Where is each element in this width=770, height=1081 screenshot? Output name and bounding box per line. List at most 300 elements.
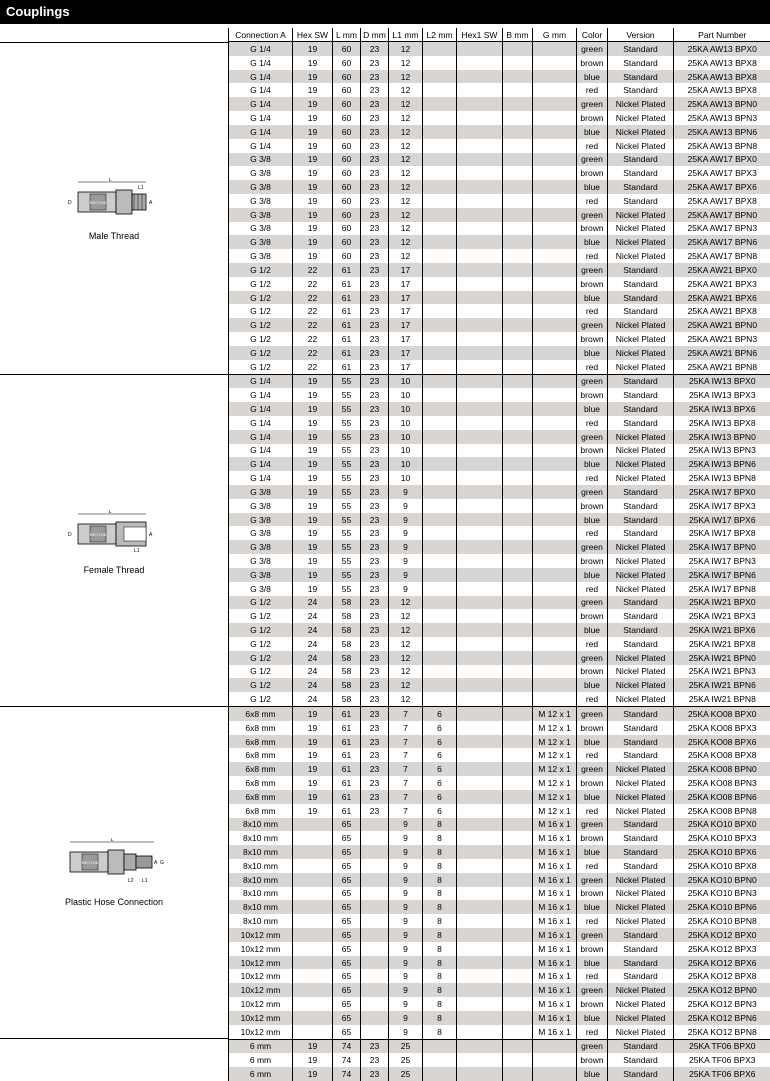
cell-l2-mm [423, 70, 457, 84]
cell-hex-sw [293, 928, 333, 942]
cell-d-mm: 23 [361, 499, 389, 513]
cell-version: Nickel Plated [608, 983, 674, 997]
cell-hex1-sw [457, 748, 503, 762]
cell-d-mm: 23 [361, 665, 389, 679]
cell-l2-mm: 6 [423, 762, 457, 776]
cell-l-mm: 61 [333, 776, 361, 790]
cell-b-mm [503, 304, 533, 318]
cell-color: brown [577, 56, 608, 70]
cell-l2-mm [423, 554, 457, 568]
cell-b-mm [503, 513, 533, 527]
cell-connection-a: 6x8 mm [229, 735, 293, 749]
cell-g-mm: M 12 x 1 [533, 762, 577, 776]
cell-b-mm [503, 997, 533, 1011]
cell-l2-mm [423, 263, 457, 277]
cell-l2-mm [423, 637, 457, 651]
cell-l1-mm: 10 [389, 388, 423, 402]
cell-hex1-sw [457, 692, 503, 706]
cell-l-mm: 60 [333, 97, 361, 111]
cell-hex-sw: 19 [293, 42, 333, 56]
cell-color: brown [577, 499, 608, 513]
cell-hex1-sw [457, 208, 503, 222]
cell-part-number: 25KA KO08 BPN8 [674, 804, 770, 818]
cell-version: Nickel Plated [608, 97, 674, 111]
cell-l1-mm: 12 [389, 125, 423, 139]
cell-connection-a: 6x8 mm [229, 762, 293, 776]
cell-b-mm [503, 956, 533, 970]
cell-l1-mm: 10 [389, 444, 423, 458]
table-row [229, 180, 770, 194]
cell-l1-mm: 12 [389, 623, 423, 637]
cell-version: Nickel Plated [608, 914, 674, 928]
cell-l2-mm: 6 [423, 748, 457, 762]
cell-l1-mm: 7 [389, 721, 423, 735]
cell-l1-mm: 7 [389, 735, 423, 749]
cell-connection-a: 6 mm [229, 1067, 293, 1081]
cell-l-mm: 55 [333, 416, 361, 430]
cell-b-mm [503, 1025, 533, 1039]
cell-version: Standard [608, 1067, 674, 1081]
cell-l-mm: 65 [333, 983, 361, 997]
cell-hex-sw: 19 [293, 111, 333, 125]
cell-hex-sw: 24 [293, 637, 333, 651]
cell-g-mm: M 16 x 1 [533, 914, 577, 928]
cell-g-mm: M 16 x 1 [533, 900, 577, 914]
cell-l-mm: 58 [333, 637, 361, 651]
cell-b-mm [503, 346, 533, 360]
cell-l2-mm [423, 526, 457, 540]
cell-b-mm [503, 609, 533, 623]
cell-connection-a: G 1/2 [229, 318, 293, 332]
cell-b-mm [503, 485, 533, 499]
cell-l-mm: 61 [333, 748, 361, 762]
cell-version: Nickel Plated [608, 1011, 674, 1025]
cell-b-mm [503, 332, 533, 346]
cell-l-mm: 65 [333, 845, 361, 859]
cell-hex1-sw [457, 582, 503, 596]
cell-d-mm: 23 [361, 304, 389, 318]
cell-hex-sw: 19 [293, 444, 333, 458]
cell-l1-mm: 12 [389, 194, 423, 208]
cell-b-mm [503, 568, 533, 582]
table-row [229, 735, 770, 749]
cell-hex-sw: 19 [293, 513, 333, 527]
cell-part-number: 25KA IW17 BPX0 [674, 485, 770, 499]
table-row [229, 444, 770, 458]
cell-connection-a: G 1/2 [229, 304, 293, 318]
cell-part-number: 25KA AW21 BPN8 [674, 360, 770, 374]
cell-connection-a: 6x8 mm [229, 804, 293, 818]
cell-d-mm: 23 [361, 388, 389, 402]
cell-hex1-sw [457, 1011, 503, 1025]
cell-l2-mm [423, 180, 457, 194]
cell-part-number: 25KA AW17 BPX8 [674, 194, 770, 208]
cell-l1-mm: 12 [389, 139, 423, 153]
cell-color: brown [577, 554, 608, 568]
cell-hex1-sw [457, 983, 503, 997]
cell-color: green [577, 153, 608, 167]
cell-version: Standard [608, 721, 674, 735]
cell-l2-mm: 8 [423, 845, 457, 859]
cell-color: red [577, 637, 608, 651]
cell-version: Standard [608, 623, 674, 637]
cell-b-mm [503, 291, 533, 305]
cell-hex1-sw [457, 540, 503, 554]
cell-l1-mm: 9 [389, 568, 423, 582]
cell-version: Standard [608, 83, 674, 97]
cell-part-number: 25KA IW17 BPN8 [674, 582, 770, 596]
cell-color: green [577, 42, 608, 56]
cell-version: Standard [608, 942, 674, 956]
cell-version: Nickel Plated [608, 249, 674, 263]
cell-l-mm: 55 [333, 513, 361, 527]
cell-l1-mm: 9 [389, 499, 423, 513]
cell-b-mm [503, 818, 533, 832]
cell-hex-sw: 19 [293, 97, 333, 111]
table-row [229, 291, 770, 305]
cell-hex-sw: 19 [293, 153, 333, 167]
table-row [229, 277, 770, 291]
cell-version: Nickel Plated [608, 776, 674, 790]
cell-l-mm: 58 [333, 692, 361, 706]
cell-color: green [577, 430, 608, 444]
cell-l1-mm: 17 [389, 291, 423, 305]
cell-g-mm [533, 97, 577, 111]
cell-hex-sw: 24 [293, 651, 333, 665]
cell-l2-mm: 8 [423, 969, 457, 983]
group-label-plastic-hose-connection: Plastic Hose Connection [0, 897, 228, 907]
cell-b-mm [503, 678, 533, 692]
cell-connection-a: G 1/2 [229, 678, 293, 692]
cell-connection-a: 8x10 mm [229, 818, 293, 832]
cell-g-mm: M 12 x 1 [533, 721, 577, 735]
cell-g-mm [533, 388, 577, 402]
svg-text:RECTUS: RECTUS [82, 860, 99, 865]
male-thread-drawing [62, 178, 158, 231]
cell-color: blue [577, 1011, 608, 1025]
cell-g-mm: M 12 x 1 [533, 804, 577, 818]
table-row [229, 526, 770, 540]
cell-l2-mm [423, 1053, 457, 1067]
cell-l2-mm: 8 [423, 1025, 457, 1039]
cell-l1-mm: 12 [389, 692, 423, 706]
cell-part-number: 25KA AW21 BPN3 [674, 332, 770, 346]
cell-d-mm: 23 [361, 554, 389, 568]
cell-hex-sw: 19 [293, 790, 333, 804]
cell-part-number: 25KA KO12 BPX0 [674, 928, 770, 942]
cell-d-mm: 23 [361, 166, 389, 180]
cell-l-mm: 61 [333, 304, 361, 318]
cell-g-mm [533, 208, 577, 222]
cell-hex-sw: 19 [293, 735, 333, 749]
cell-version: Nickel Plated [608, 139, 674, 153]
cell-color: blue [577, 1067, 608, 1081]
cell-part-number: 25KA KO08 BPX6 [674, 735, 770, 749]
cell-version: Standard [608, 374, 674, 388]
cell-l1-mm: 12 [389, 651, 423, 665]
cell-connection-a: G 3/8 [229, 499, 293, 513]
couplings-table [228, 28, 770, 1081]
table-row [229, 956, 770, 970]
cell-hex1-sw [457, 304, 503, 318]
cell-hex1-sw [457, 388, 503, 402]
cell-color: blue [577, 790, 608, 804]
cell-l1-mm: 9 [389, 900, 423, 914]
cell-l2-mm: 6 [423, 790, 457, 804]
cell-part-number: 25KA IW13 BPN8 [674, 471, 770, 485]
cell-connection-a: G 1/4 [229, 70, 293, 84]
cell-hex1-sw [457, 194, 503, 208]
cell-b-mm [503, 97, 533, 111]
cell-version: Nickel Plated [608, 318, 674, 332]
cell-connection-a: G 1/2 [229, 665, 293, 679]
svg-text:RECTUS: RECTUS [90, 532, 107, 537]
cell-color: red [577, 859, 608, 873]
svg-text:L: L [109, 510, 112, 515]
table-row [229, 762, 770, 776]
table-row [229, 776, 770, 790]
svg-text:RECTUS: RECTUS [90, 200, 107, 205]
cell-l2-mm: 8 [423, 859, 457, 873]
cell-l-mm: 55 [333, 471, 361, 485]
cell-color: blue [577, 845, 608, 859]
cell-b-mm [503, 692, 533, 706]
cell-color: green [577, 873, 608, 887]
cell-color: blue [577, 678, 608, 692]
cell-hex1-sw [457, 111, 503, 125]
cell-hex1-sw [457, 416, 503, 430]
cell-d-mm: 23 [361, 637, 389, 651]
cell-g-mm [533, 1053, 577, 1067]
cell-connection-a: 8x10 mm [229, 859, 293, 873]
cell-color: red [577, 304, 608, 318]
cell-connection-a: G 1/2 [229, 291, 293, 305]
cell-color: red [577, 1025, 608, 1039]
cell-l2-mm: 6 [423, 721, 457, 735]
cell-l1-mm: 9 [389, 582, 423, 596]
cell-b-mm [503, 416, 533, 430]
cell-l1-mm: 12 [389, 665, 423, 679]
cell-l2-mm [423, 499, 457, 513]
cell-connection-a: 6x8 mm [229, 707, 293, 721]
cell-l1-mm: 9 [389, 540, 423, 554]
cell-l1-mm: 17 [389, 318, 423, 332]
cell-l1-mm: 9 [389, 928, 423, 942]
cell-color: red [577, 360, 608, 374]
table-row [229, 928, 770, 942]
cell-hex1-sw [457, 402, 503, 416]
cell-connection-a: G 3/8 [229, 235, 293, 249]
cell-color: brown [577, 277, 608, 291]
table-row [229, 208, 770, 222]
cell-connection-a: 8x10 mm [229, 887, 293, 901]
cell-hex-sw [293, 1025, 333, 1039]
cell-hex1-sw [457, 42, 503, 56]
cell-d-mm [361, 914, 389, 928]
cell-l1-mm: 9 [389, 956, 423, 970]
cell-version: Standard [608, 70, 674, 84]
table-row [229, 804, 770, 818]
cell-l-mm: 65 [333, 969, 361, 983]
cell-l1-mm: 10 [389, 457, 423, 471]
cell-b-mm [503, 1053, 533, 1067]
cell-l-mm: 65 [333, 1011, 361, 1025]
cell-l2-mm [423, 485, 457, 499]
cell-l-mm: 74 [333, 1039, 361, 1053]
cell-part-number: 25KA AW13 BPX8 [674, 56, 770, 70]
female-thread-drawing [62, 510, 158, 563]
cell-l1-mm: 12 [389, 83, 423, 97]
cell-part-number: 25KA IW13 BPN0 [674, 430, 770, 444]
cell-b-mm [503, 208, 533, 222]
cell-d-mm [361, 969, 389, 983]
cell-color: red [577, 748, 608, 762]
table-row [229, 416, 770, 430]
table-row [229, 360, 770, 374]
cell-part-number: 25KA IW21 BPX6 [674, 623, 770, 637]
cell-g-mm [533, 457, 577, 471]
table-row [229, 471, 770, 485]
cell-part-number: 25KA IW17 BPX8 [674, 526, 770, 540]
cell-l1-mm: 12 [389, 56, 423, 70]
cell-b-mm [503, 776, 533, 790]
cell-hex-sw [293, 997, 333, 1011]
cell-part-number: 25KA KO12 BPX8 [674, 969, 770, 983]
cell-version: Nickel Plated [608, 332, 674, 346]
cell-l2-mm [423, 374, 457, 388]
cell-part-number: 25KA AW17 BPX6 [674, 180, 770, 194]
cell-hex1-sw [457, 125, 503, 139]
cell-l-mm: 60 [333, 125, 361, 139]
cell-l-mm: 65 [333, 873, 361, 887]
cell-d-mm: 23 [361, 125, 389, 139]
cell-hex-sw: 24 [293, 692, 333, 706]
cell-g-mm: M 16 x 1 [533, 983, 577, 997]
cell-d-mm: 23 [361, 222, 389, 236]
cell-l1-mm: 25 [389, 1039, 423, 1053]
cell-l2-mm [423, 540, 457, 554]
cell-hex1-sw [457, 1067, 503, 1081]
cell-hex-sw: 19 [293, 374, 333, 388]
cell-b-mm [503, 526, 533, 540]
cell-g-mm [533, 513, 577, 527]
cell-connection-a: G 1/4 [229, 402, 293, 416]
cell-version: Standard [608, 596, 674, 610]
cell-l2-mm [423, 249, 457, 263]
cell-color: green [577, 651, 608, 665]
cell-hex1-sw [457, 623, 503, 637]
cell-l-mm: 65 [333, 928, 361, 942]
cell-d-mm [361, 1011, 389, 1025]
cell-d-mm: 23 [361, 430, 389, 444]
cell-connection-a: G 1/2 [229, 609, 293, 623]
cell-d-mm: 23 [361, 540, 389, 554]
cell-hex1-sw [457, 222, 503, 236]
cell-version: Standard [608, 194, 674, 208]
cell-d-mm: 23 [361, 735, 389, 749]
cell-b-mm [503, 263, 533, 277]
cell-part-number: 25KA KO10 BPX3 [674, 831, 770, 845]
cell-b-mm [503, 1011, 533, 1025]
svg-text:D: D [68, 532, 72, 538]
cell-d-mm: 23 [361, 56, 389, 70]
cell-l-mm: 61 [333, 721, 361, 735]
cell-g-mm: M 16 x 1 [533, 818, 577, 832]
cell-part-number: 25KA IW21 BPX8 [674, 637, 770, 651]
table-row [229, 153, 770, 167]
cell-b-mm [503, 637, 533, 651]
cell-g-mm: M 12 x 1 [533, 735, 577, 749]
cell-hex1-sw [457, 513, 503, 527]
cell-color: green [577, 762, 608, 776]
cell-hex1-sw [457, 942, 503, 956]
cell-hex-sw: 19 [293, 499, 333, 513]
cell-b-mm [503, 969, 533, 983]
cell-l1-mm: 10 [389, 430, 423, 444]
cell-part-number: 25KA IW13 BPX6 [674, 402, 770, 416]
cell-part-number: 25KA KO12 BPN8 [674, 1025, 770, 1039]
cell-l-mm: 60 [333, 153, 361, 167]
cell-connection-a: G 3/8 [229, 554, 293, 568]
cell-connection-a: 6 mm [229, 1053, 293, 1067]
cell-color: brown [577, 997, 608, 1011]
cell-hex1-sw [457, 457, 503, 471]
cell-part-number: 25KA AW21 BPX0 [674, 263, 770, 277]
cell-g-mm [533, 277, 577, 291]
cell-g-mm [533, 582, 577, 596]
cell-part-number: 25KA IW21 BPN3 [674, 665, 770, 679]
cell-b-mm [503, 374, 533, 388]
cell-connection-a: G 1/2 [229, 637, 293, 651]
cell-l-mm: 61 [333, 762, 361, 776]
cell-d-mm: 23 [361, 678, 389, 692]
cell-d-mm: 23 [361, 444, 389, 458]
cell-d-mm: 23 [361, 97, 389, 111]
cell-color: blue [577, 180, 608, 194]
cell-g-mm: M 16 x 1 [533, 845, 577, 859]
cell-g-mm [533, 194, 577, 208]
cell-l-mm: 61 [333, 291, 361, 305]
cell-d-mm: 23 [361, 111, 389, 125]
cell-hex-sw: 19 [293, 554, 333, 568]
cell-version: Nickel Plated [608, 1025, 674, 1039]
cell-hex-sw [293, 845, 333, 859]
cell-part-number: 25KA AW17 BPX3 [674, 166, 770, 180]
cell-part-number: 25KA KO10 BPN8 [674, 914, 770, 928]
cell-part-number: 25KA IW17 BPN6 [674, 568, 770, 582]
column-header-hex1-sw: Hex1 SW [457, 28, 503, 42]
cell-b-mm [503, 554, 533, 568]
cell-hex-sw: 22 [293, 318, 333, 332]
table-row [229, 818, 770, 832]
cell-part-number: 25KA KO10 BPX8 [674, 859, 770, 873]
cell-b-mm [503, 235, 533, 249]
cell-part-number: 25KA AW13 BPX8 [674, 70, 770, 84]
svg-text:L1: L1 [138, 185, 144, 191]
cell-hex-sw [293, 887, 333, 901]
cell-color: blue [577, 457, 608, 471]
cell-hex1-sw [457, 956, 503, 970]
table-row [229, 554, 770, 568]
cell-g-mm: M 16 x 1 [533, 887, 577, 901]
cell-l2-mm [423, 111, 457, 125]
table-row [229, 845, 770, 859]
table-row [229, 499, 770, 513]
cell-color: red [577, 194, 608, 208]
cell-color: red [577, 249, 608, 263]
cell-connection-a: G 3/8 [229, 513, 293, 527]
cell-hex1-sw [457, 499, 503, 513]
